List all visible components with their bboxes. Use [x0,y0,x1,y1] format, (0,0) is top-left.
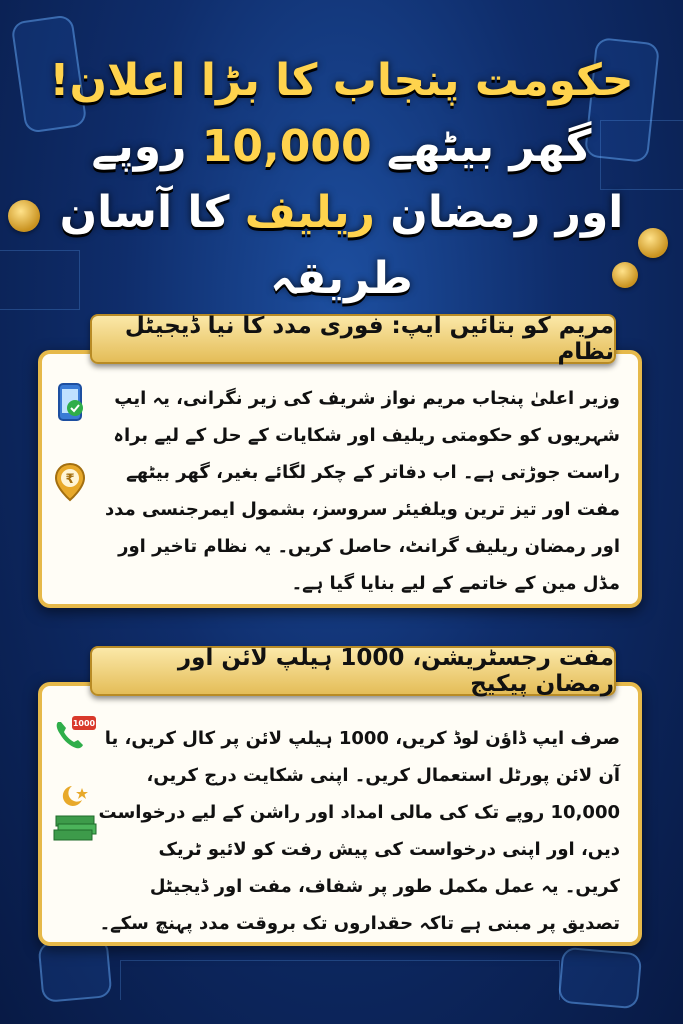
headline-line-3 [0,180,683,312]
phone-illustration [558,947,643,1010]
section-1-heading: مریم کو بتائیں ایپ: فوری مدد کا نیا ڈیجیٹل نظام [90,314,616,364]
headline-amount: 10,000 [201,121,372,172]
headline [0,48,683,312]
phone-shield-icon [52,384,88,420]
headline-line-2-prefix: گھر بیٹھے [386,121,592,172]
phone-illustration [38,937,113,1003]
helpline-phone-icon [52,716,98,752]
headline-line-1: حکومت پنجاب کا بڑا اعلان! [49,55,634,106]
headline-line-2-suffix: روپے [91,121,187,172]
section-2-card [38,682,642,946]
helpline-badge: 1000 [72,719,96,728]
rupee-location-icon [52,464,88,500]
headline-line-3-gold: ریلیف [244,187,375,238]
headline-line-3-suffix: کا آسان طریقہ [59,187,413,304]
headline-line-3-prefix: اور رمضان [390,187,624,238]
section-1-card [38,350,642,608]
section-2-body: صرف ایپ ڈاؤن لوڈ کریں، 1000 ہیلپ لائن پر کال کریں، یا آن لائن پورٹل استعمال کریں۔ اپنی شکایت درج کریں، 10,000 روپے تک کی مالی امداد اور راشن کے لیے درخواست دیں، اور اپنی درخواست کی پیش رفت کو لائیو ٹریک کریں۔ یہ عمل مکمل طور پر شفاف، مفت اور ڈیجیٹل تصدیق پر مبنی ہے تاکہ حقداروں تک بروقت مدد پہنچ سکے۔ [98,728,620,934]
circuit-lines [120,960,560,1000]
crescent-money-icon [52,782,98,842]
section-1-body: وزیر اعلیٰ پنجاب مریم نواز شریف کی زیر نگرانی، یہ ایپ شہریوں کو حکومتی ریلیف اور شکایات کے حل کے لیے براہ راست جوڑتی ہے۔ اب دفاتر کے چکر لگائے بغیر، گھر بیٹھے مفت اور تیز ترین ویلفیئر سروسز، بشمول ایمرجنسی مدد اور رمضان ریلیف گرانٹ، حاصل کریں۔ یہ نظام تاخیر اور مڈل مین کے خاتمے کے لیے بنایا گیا ہے۔ [104,388,620,594]
section-2-heading: مفت رجسٹریشن، 1000 ہیلپ لائن اور رمضان پیکیج [90,646,616,696]
svg-text:₹: ₹ [65,472,75,487]
headline-line-2 [0,114,683,180]
